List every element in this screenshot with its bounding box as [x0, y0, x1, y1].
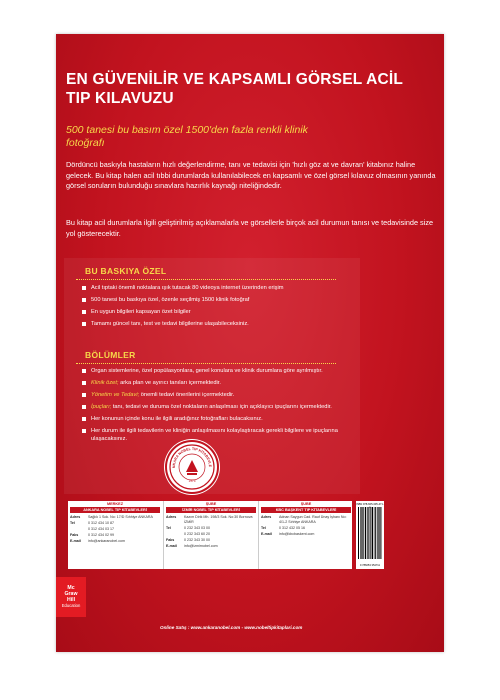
bullet-icon [82, 286, 86, 290]
contact-column-ankara [68, 501, 162, 569]
contact-row: Faks 0 232 343 30 00 [166, 538, 210, 542]
list-item: Klinik özet; arka plan ve ayırıcı tanıları içermektedir. [82, 379, 366, 387]
barcode-icon [358, 507, 382, 561]
contact-name: İZMİR NOBEL TIP KİTABEVLERİ [166, 507, 256, 513]
special-divider [76, 279, 336, 280]
contact-name: ANKARA NOBEL TIP KİTABEVLERİ [70, 507, 160, 513]
contact-type: ŞUBE [300, 502, 312, 506]
cover-subtitle-line2: fotoğrafı [66, 137, 105, 149]
sections-list [82, 367, 366, 447]
barcode-digits: 9 786053 354711 [359, 564, 380, 567]
contact-row: E-mail info@ankaranobel.com [70, 539, 126, 543]
contact-row: E-mail info@izmirnobel.com [166, 544, 218, 548]
bullet-icon [82, 298, 86, 302]
contact-row: Adres Adnan Saygun Cad. Rauf Ünay İşhanı No: 4/1-2 Sıhhiye ANKARA [261, 515, 347, 524]
bullet-icon [82, 393, 86, 397]
contact-row: Tel 0 312 432 05 16 [261, 526, 305, 530]
mcgraw-hill-logo: Mc Graw Hill Education [56, 577, 86, 617]
cover-title-line2: TIP KILAVUZU [66, 90, 174, 107]
list-item: Tamamı güncel tanı, test ve tedavi bilgilerine ulaşabileceksiniz. [82, 320, 366, 328]
bullet-icon [82, 369, 86, 373]
contact-type: MERKEZ [106, 502, 124, 506]
contact-row: 0 312 434 03 17 [88, 527, 114, 531]
bullet-icon [82, 405, 86, 409]
sections-divider [76, 363, 336, 364]
contact-row: Faks 0 312 434 02 99 [70, 533, 114, 537]
cover-title-line1: EN GÜVENİLİR VE KAPSAMLI GÖRSEL ACİL [66, 71, 404, 88]
cover-subtitle-line1: 500 tanesi bu basım özel 1500'den fazla renkli klinik [66, 124, 308, 136]
isbn-number: ISBN 978-605-335-471-1 [356, 503, 384, 509]
special-edition-list [82, 284, 366, 332]
contact-name: KBC BAŞKENT TIP KİTABEVLERİ [261, 507, 351, 513]
list-item: 500 tanesi bu baskıya özel, özenle seçilmiş 1500 klinik fotoğraf [82, 296, 366, 304]
list-item: Organ sistemlerine, özel popülasyonlara, genel konulara ve klinik durumlara göre ayrılmıştır. [82, 367, 366, 375]
list-item: En uygun bilgileri kapsayan özet bilgiler [82, 308, 366, 316]
seal-year: 1975 [188, 479, 196, 483]
list-item: Acil tıptaki önemli noktalara ışık tutacak 80 videoya internet üzerinden erişim [82, 284, 366, 292]
contact-type: ŞUBE [205, 502, 217, 506]
cover-title [66, 70, 436, 108]
contact-row: 0 232 343 60 20 [184, 532, 210, 536]
bullet-icon [82, 417, 86, 421]
list-item: Yönetim ve Tedavi; önemli tedavi önerilerini içermektedir. [82, 391, 366, 399]
cover-subtitle [66, 124, 426, 150]
list-item: Her durum ile ilgili tedavilerin ve kliniğin anlaşılmasını kolaylaştıracak gerekli bilgilere ve ipuçlarına ulaşacaksınız. [82, 427, 366, 443]
seal-emblem-icon [167, 442, 217, 492]
contact-row: Adres Sağlık 1 Sok. No: 17/D Sıhhiye ANKARA [70, 515, 153, 519]
intro-paragraph-2: Bu kitap acil durumlarla ilgili geliştirilmiş açıklamalarla ve görsellerle birçok acil durumun tanısı ve tedavisinde size yol gösterecektir. [66, 218, 434, 238]
contact-row: Tel 0 312 434 10 87 [70, 521, 114, 525]
seal-text: NKARA NOBEL TIP KİTABEVLE [171, 446, 213, 469]
publisher-seal [167, 442, 217, 492]
contact-row: Adres Kazım Dirik Mh. 198/3 Sok. No:30 Bornova İZMİR [166, 515, 253, 524]
online-sales-text: Online Satış : www.ankaranobel.com - www.nobeltipkitaplari.com [160, 625, 303, 630]
isbn-barcode [356, 501, 384, 569]
contact-info-panel [68, 501, 352, 569]
contact-row: Tel 0 232 343 03 00 [166, 526, 210, 530]
bullet-icon [82, 381, 86, 385]
bullet-icon [82, 322, 86, 326]
sections-heading: BÖLÜMLER [85, 350, 136, 360]
special-edition-heading: BU BASKIYA ÖZEL [85, 266, 167, 276]
contact-column-izmir [163, 501, 258, 569]
contact-column-kbc [258, 501, 353, 569]
bullet-icon [82, 429, 86, 433]
contact-row: E-mail info@kbcbaskent.com [261, 532, 315, 536]
intro-paragraph-1: Dördüncü baskıyla hastaların hızlı değerlendirme, tanı ve tedavisi için 'hızlı göz at ve davran' kitabınız haline gelecek. Bu kitap halen acil tıbbi durumlarda kullanılabilecek en kapsamlı ve özel görsel kılavuz olmasının yanında görsel soruların bulunduğu sınavlara hazırlık kaynağı niteliğindedir. [66, 160, 436, 191]
list-item: Her konunun içinde konu ile ilgili aradığınız fotoğrafları bulacaksınız. [82, 415, 366, 423]
list-item: İpuçları; tanı, tedavi ve duruma özel noktaların anlaşılması için açıklayıcı ipuçlarını içermektedir. [82, 403, 366, 411]
bullet-icon [82, 310, 86, 314]
